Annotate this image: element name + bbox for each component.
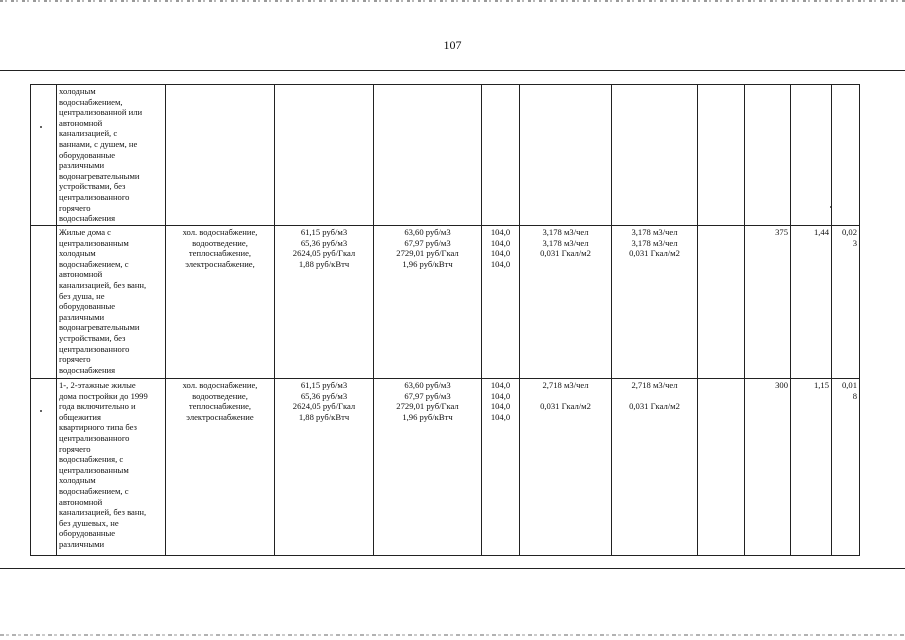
tariff-new-cell (374, 226, 482, 379)
cell-line: централизованного (59, 343, 130, 354)
table-row (31, 85, 860, 226)
description-cell (57, 379, 166, 556)
cell-line: 8 (852, 390, 857, 401)
row-marker-cell (31, 379, 57, 556)
cell-line: канализацией, с (59, 128, 118, 139)
empty-cell (698, 85, 745, 226)
cell-line: 61,15 руб/м3 (300, 380, 348, 390)
cell-line: без душевых, не (59, 517, 119, 528)
cell-line: года включительно и (59, 401, 136, 412)
tariff-new-cell (374, 85, 482, 226)
cell-line: автономной (59, 117, 103, 128)
table-row (31, 379, 860, 556)
cell-line: устройствами, без (59, 181, 126, 192)
tariff-new-cell (374, 379, 482, 556)
cell-line: 2729,01 руб/Гкал (396, 401, 459, 412)
cell-line: централизованного (59, 191, 130, 202)
cell-line: 1-, 2-этажные жилые (59, 380, 136, 390)
cell-line: 2624,05 руб/Гкал (292, 401, 356, 412)
cell-line: водоснабжением, с (59, 258, 129, 269)
value-c-cell (832, 379, 860, 556)
cell-line: холодным (59, 86, 96, 96)
cell-line: 0,031 Гкал/м2 (629, 248, 680, 259)
tariff-table (30, 84, 860, 556)
cell-line: водоснабжения (59, 364, 116, 375)
cell-line: 1,96 руб/кВтч (402, 411, 453, 422)
tariff-old-cell (275, 226, 374, 379)
cell-line (522, 391, 609, 402)
cell-line: теплоснабжение, (188, 401, 252, 412)
cell-line: теплоснабжение, (188, 248, 252, 259)
cell-line: 2729,01 руб/Гкал (396, 248, 459, 259)
cell-line: Жилые дома с (59, 227, 111, 237)
footer-rule (0, 568, 905, 569)
norm-2-cell (612, 85, 698, 226)
empty-cell (698, 226, 745, 379)
cell-line: холодным (59, 248, 96, 259)
cell-line: водоснабжением, с (59, 485, 129, 496)
cell-line: 65,36 руб/м3 (300, 237, 348, 248)
cell-line: 2624,05 руб/Гкал (292, 248, 356, 259)
cell-line: 104,0 (490, 401, 511, 412)
cell-line: различными (59, 160, 105, 171)
cell-line: 3,178 м3/чел (542, 227, 589, 237)
cell-line: централизованным (59, 464, 129, 475)
value-c-cell (832, 226, 860, 379)
cell-line: автономной (59, 496, 103, 507)
cell-line: водоснабжения, с (59, 454, 124, 465)
value-b-cell (791, 85, 832, 226)
norm-2-cell (612, 379, 698, 556)
cell-line: холодным (59, 475, 96, 486)
cell-line: различными (59, 311, 105, 322)
cell-line (614, 391, 695, 402)
cell-line: централизованным (59, 237, 129, 248)
cell-line: 0,031 Гкал/м2 (540, 401, 591, 412)
tariff-old-cell (275, 85, 374, 226)
cell-line: квартирного типа без (59, 422, 137, 433)
cell-line: горячего (59, 202, 91, 213)
cell-line: 2,718 м3/чел (542, 380, 589, 390)
cell-line: ваннами, с душем, не (59, 138, 138, 149)
index-cell (482, 379, 520, 556)
cell-line: водонагревательными (59, 322, 140, 333)
cell-line: централизованного (59, 432, 130, 443)
cell-line: водонагревательными (59, 170, 140, 181)
index-cell (482, 226, 520, 379)
cell-line: общежития (59, 411, 101, 422)
cell-line: 3,178 м3/чел (542, 237, 589, 248)
cell-line: водоснабжением, (59, 96, 123, 107)
cell-line: 3 (852, 237, 857, 248)
cell-line: канализацией, без ванн, (59, 279, 147, 290)
cell-line: различными (59, 538, 105, 549)
cell-line: 104,0 (490, 380, 511, 390)
cell-line: 104,0 (490, 411, 511, 422)
cell-line: горячего (59, 443, 91, 454)
cell-line: 0,01 (841, 380, 857, 390)
cell-line: 0,02 (841, 227, 857, 237)
cell-line: дома постройки до 1999 (59, 390, 148, 401)
cell-line: без душа, не (59, 290, 105, 301)
row-marker-cell (31, 85, 57, 226)
cell-line: 2,718 м3/чел (631, 380, 678, 390)
value-a-cell (745, 85, 791, 226)
cell-line: хол. водоснабжение, (182, 380, 258, 390)
cell-line: 63,60 руб/м3 (404, 380, 451, 390)
cell-line: водоотведение, (192, 237, 248, 248)
cell-line: устройствами, без (59, 332, 126, 343)
cell-line: 0,031 Гкал/м2 (629, 401, 680, 412)
norm-1-cell (520, 226, 612, 379)
cell-line: водоснабжения (59, 213, 116, 224)
services-cell (166, 379, 275, 556)
cell-line: 104,0 (490, 248, 511, 259)
norm-1-cell (520, 85, 612, 226)
value-c-cell (832, 85, 860, 226)
norm-1-cell (520, 379, 612, 556)
cell-line: водоотведение, (192, 390, 248, 401)
cell-line: 63,60 руб/м3 (404, 227, 451, 237)
value-a-cell: 300 (745, 379, 791, 556)
scan-noise-bottom (0, 634, 905, 636)
cell-line: централизованной или (59, 107, 143, 118)
cell-line: канализацией, без ванн, (59, 507, 147, 518)
description-cell (57, 85, 166, 226)
norm-2-cell (612, 226, 698, 379)
cell-line: электроснабжение, (185, 258, 255, 269)
tariff-old-cell (275, 379, 374, 556)
cell-line: 104,0 (490, 258, 511, 269)
cell-line: горячего (59, 354, 91, 365)
cell-line: 1,88 руб/кВтч (298, 258, 350, 269)
cell-line: 0,031 Гкал/м2 (540, 248, 591, 259)
cell-line: 65,36 руб/м3 (300, 390, 348, 401)
value-b-cell: 1,44 (791, 226, 832, 379)
cell-line: электроснабжение (186, 411, 254, 422)
services-cell (166, 85, 275, 226)
table-row (31, 226, 860, 379)
header-rule (0, 70, 905, 71)
cell-line: 67,97 руб/м3 (404, 390, 451, 401)
value-b-cell: 1,15 (791, 379, 832, 556)
cell-line: 3,178 м3/чел (631, 227, 678, 237)
empty-cell (698, 379, 745, 556)
cell-line: 1,96 руб/кВтч (402, 258, 453, 269)
cell-line: 3,178 м3/чел (631, 237, 678, 248)
cell-line: 67,97 руб/м3 (404, 237, 451, 248)
cell-line: 104,0 (490, 390, 511, 401)
cell-line: 104,0 (490, 227, 511, 237)
cell-line: автономной (59, 269, 103, 280)
services-cell (166, 226, 275, 379)
page-number: 107 (443, 38, 462, 52)
cell-line: оборудованные (59, 528, 116, 539)
cell-line: 104,0 (490, 237, 511, 248)
description-cell (57, 226, 166, 379)
cell-line: оборудованные (59, 149, 116, 160)
row-marker-cell (31, 226, 57, 379)
cell-line: 61,15 руб/м3 (300, 227, 348, 237)
value-a-cell: 375 (745, 226, 791, 379)
scan-noise-top (0, 0, 905, 2)
cell-line: хол. водоснабжение, (182, 227, 258, 237)
cell-line: оборудованные (59, 301, 116, 312)
cell-line: 1,88 руб/кВтч (298, 411, 350, 422)
index-cell (482, 85, 520, 226)
